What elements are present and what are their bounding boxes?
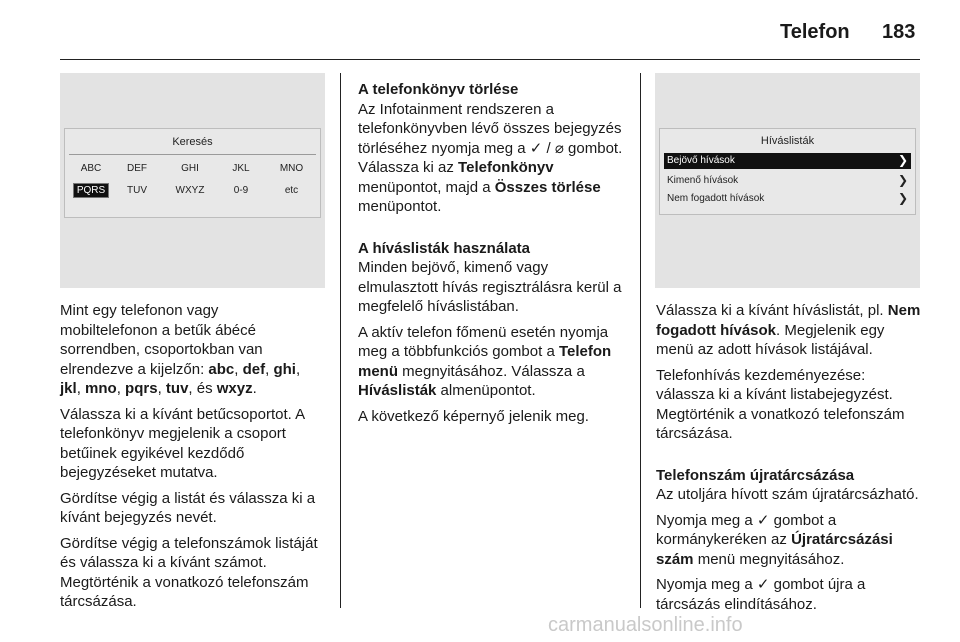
text: gombot. Válassza ki az [358,139,623,176]
paragraph-redial-info: Az utoljára hívott szám újratárcsázható. [656,486,919,503]
paragraph-make-call: Telefonhívás kezdeményezése: válassza ki a kívánt listabejegyzést. Megtörténik a vonatkozó telefonszám tárcsázása. [656,366,905,442]
menu-missed-calls: Nem fogadott hívások [656,302,921,339]
key-etc[interactable]: etc [284,185,299,196]
heading-redial: Telefonszám újratárcsázása [656,466,855,484]
text: almenüpontot. [436,382,536,399]
calllists-screen-title: Híváslisták [760,135,815,147]
group-ghi: ghi [273,360,296,378]
paragraph-scroll-numbers: Gördítse végig a telefonszámok listáját és válassza ki a kívánt számot. Megtörténik a vonatkozó telefonszám tárcsázása. [60,534,318,610]
column-3-text [656,301,924,620]
calllists-screen [659,128,916,215]
column-divider-2 [640,73,641,608]
chevron-right-icon: ❯ [897,191,908,205]
spacer [358,223,628,239]
text-line: elrendezve a kijelzőn: [60,360,209,378]
page-number: 183 [882,21,916,43]
calllists-item-label: Nem fogadott hívások [667,193,765,204]
menu-call-lists: Híváslisták [358,382,437,399]
phone-icon: ✓ [756,576,770,593]
separator: , [76,380,86,397]
menu-phone: Telefon menü [358,343,612,380]
calllists-item-label: Bejövő hívások [667,155,735,166]
search-screen [64,128,321,218]
column-1-text [60,301,330,618]
text: gombot a kormánykeréken az [656,511,837,548]
paragraph-select-list [656,301,924,360]
key-ghi[interactable]: GHI [181,163,199,174]
separator: , és [188,380,217,397]
key-pqrs-selected: PQRS [73,183,109,198]
paragraph-call-lists: Minden bejövő, kimenő vagy elmulasztott hívás regisztrálásra kerül a megfelelő híváslistában. [358,259,622,315]
key-tuv[interactable]: TUV [127,185,147,196]
text: menü megnyitásához. [693,550,845,568]
group-pqrs: pqrs [125,380,158,397]
key-mno[interactable]: MNO [279,163,304,174]
paragraph-delete-phonebook [358,100,628,217]
separator: , [295,360,301,378]
menu-redial-number: Újratárcsázási szám [656,531,893,568]
group-def: def [242,360,266,378]
text: Az Infotainment rendszeren a telefonkönyvben lévő összes bejegyzés törléséhez nyomja meg a [358,100,622,157]
text: Nyomja meg a [656,511,757,529]
calllists-item-incoming[interactable] [664,153,911,169]
group-tuv: tuv [165,380,189,397]
key-wxyz[interactable]: WXYZ [175,185,205,196]
text: A aktív telefon főmenü esetén nyomja meg a többfunkciós gombot a [358,323,609,360]
paragraph-redial-dial [656,575,924,614]
calllists-item-label: Kimenő hívások [667,175,739,186]
group-jkl: jkl [60,380,77,397]
search-screen-title: Keresés [172,136,213,148]
column-2-text [358,80,628,432]
text: Nyomja meg a [656,576,757,593]
key-jkl[interactable]: JKL [232,163,250,174]
text-line: Mint egy telefonon vagy [60,302,219,319]
paragraph-scroll-list: Gördítse végig a listát és válassza ki a kívánt bejegyzés nevét. [60,489,316,526]
text-line: sorrendben, csoportokban van [60,341,263,358]
phone-icon: ✓ [529,139,543,157]
key-abc[interactable]: ABC [80,163,102,174]
chevron-right-icon: ❯ [897,173,908,187]
chevron-right-icon: ❯ [897,153,908,167]
menu-delete-all: Összes törlése [494,178,601,196]
text: megnyitásához. Válassza a [398,362,585,380]
spacer [656,450,924,466]
paragraph-letter-groups [60,301,330,399]
text: gombot újra a tárcsázás elindításához. [656,576,866,613]
search-screen-divider [69,154,316,155]
paragraph-select-group: Válassza ki a kívánt betűcsoportot. A telefonkönyv megjelenik a csoport betűinek egyikével kezdődő bejegyzéseket mutatva. [60,405,305,481]
mute-icon: ⌀ [554,139,564,157]
page-header-title: Telefon [780,21,850,43]
text: . Megjelenik egy menü az adott hívások listájával. [656,321,885,358]
paragraph-phone-menu [358,323,628,401]
separator: . [252,380,257,397]
group-wxyz: wxyz [216,380,253,397]
search-screen-panel [60,73,325,288]
calllists-item-missed[interactable] [664,191,911,207]
phone-icon: ✓ [756,511,770,529]
text: menüpontot, majd a [358,178,495,196]
menu-phonebook: Telefonkönyv [458,159,554,176]
paragraph-next-screen: A következő képernyő jelenik meg. [358,407,589,425]
heading-delete-phonebook: A telefonkönyv törlése [358,81,519,98]
header-rule [60,59,920,60]
text: menüpontot. [358,198,442,215]
separator: , [157,380,166,397]
separator: , [265,360,274,378]
group-mno: mno [85,380,117,397]
key-pqrs[interactable] [71,185,111,196]
separator: , [234,360,243,378]
group-abc: abc [208,360,235,378]
paragraph-redial-menu [656,511,924,570]
watermark: carmanualsonline.info [548,614,743,636]
column-divider-1 [340,73,341,608]
text: Válassza ki a kívánt híváslistát, pl. [656,302,888,319]
text: / [542,139,555,157]
separator: , [116,380,126,397]
key-def[interactable]: DEF [127,163,147,174]
calllists-item-outgoing[interactable] [664,173,911,189]
text-line: mobiltelefonon a betűk ábécé [60,321,256,339]
heading-call-lists: A híváslisták használata [358,239,531,257]
key-0-9[interactable]: 0-9 [233,185,249,196]
calllists-screen-panel [655,73,920,288]
